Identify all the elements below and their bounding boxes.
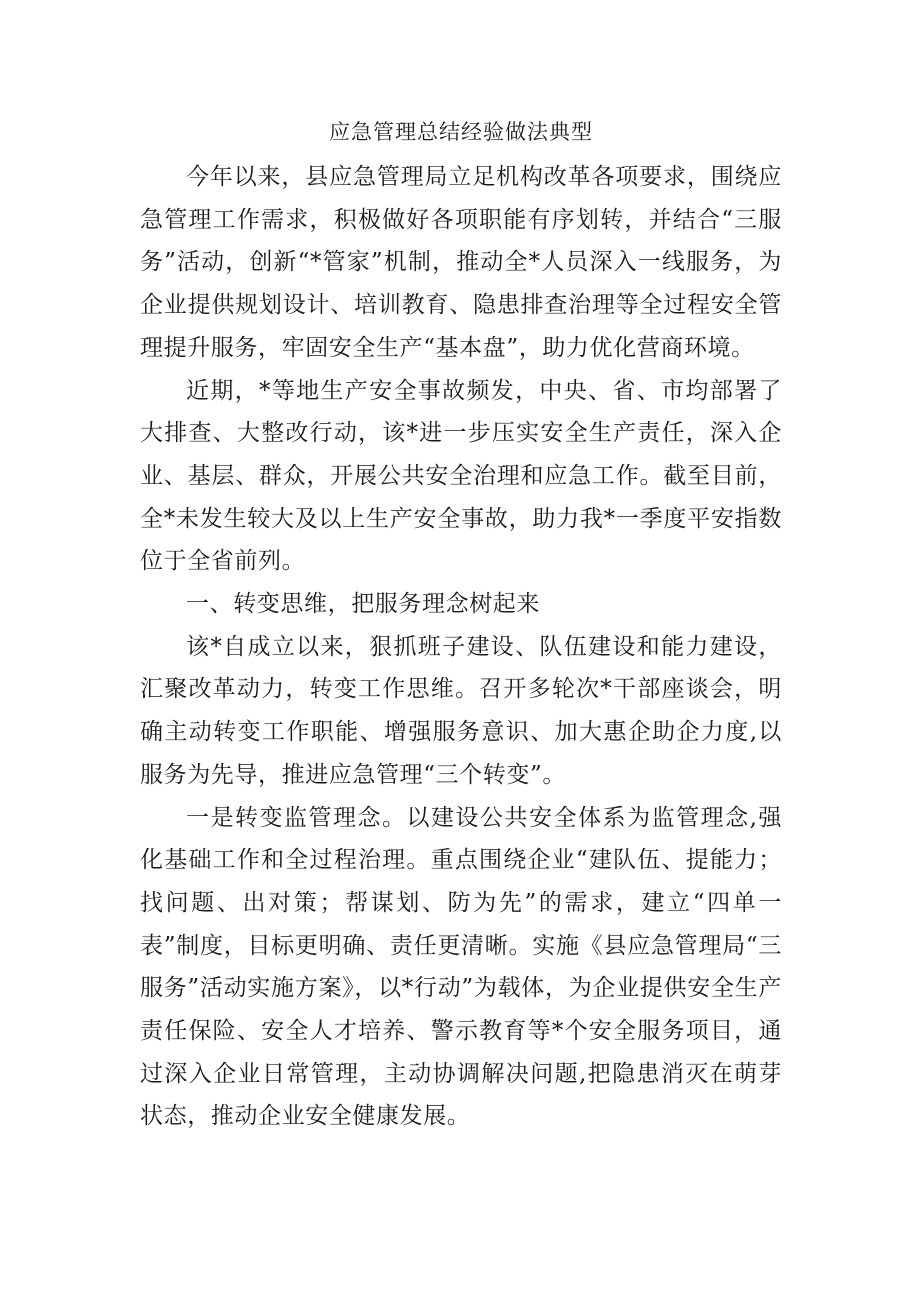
intro-paragraph-2: 近期，*等地生产安全事故频发，中央、省、市均部署了大排查、大整改行动，该*进一步压实安全生产责任，深入企业、基层、群众，开展公共安全治理和应急工作。截至目前，全*未发生较大及以上生产安全事故，助力我*一季度平安指数位于全省前列。 <box>140 377 782 575</box>
section1-paragraph-1: 该*自成立以来，狠抓班子建设、队伍建设和能力建设，汇聚改革动力，转变工作思维。召开多轮次*干部座谈会，明确主动转变工作职能、增强服务意识、加大惠企助企力度,以服务为先导，推进应急管理“三个转变”。 <box>140 633 782 788</box>
document-title: 应急管理总结经验做法典型 <box>329 120 593 144</box>
intro-paragraph-1: 今年以来，县应急管理局立足机构改革各项要求，围绕应急管理工作需求，积极做好各项职能有序划转，并结合“三服务”活动，创新“*管家”机制，推动全*人员深入一线服务，为企业提供规划设计、培训教育、隐患排查治理等全过程安全管理提升服务，牢固安全生产“基本盘”，助力优化营商环境。 <box>140 164 782 361</box>
document-page <box>140 112 782 1138</box>
section1-paragraph-2: 一是转变监管理念。以建设公共安全体系为监管理念,强化基础工作和全过程治理。重点围绕企业“建队伍、提能力；找问题、出对策；帮谋划、防为先”的需求，建立“四单一表”制度，目标更明确、责任更清晰。实施《县应急管理局“三服务”活动实施方案》，以*行动”为载体，为企业提供安全生产责任保险、安全人才培养、警示教育等*个安全服务项目，通过深入企业日常管理，主动协调解决问题,把隐患消灭在萌芽状态，推动企业安全健康发展。 <box>140 804 782 1130</box>
section-heading-1: 一、转变思维，把服务理念树起来 <box>186 591 540 618</box>
